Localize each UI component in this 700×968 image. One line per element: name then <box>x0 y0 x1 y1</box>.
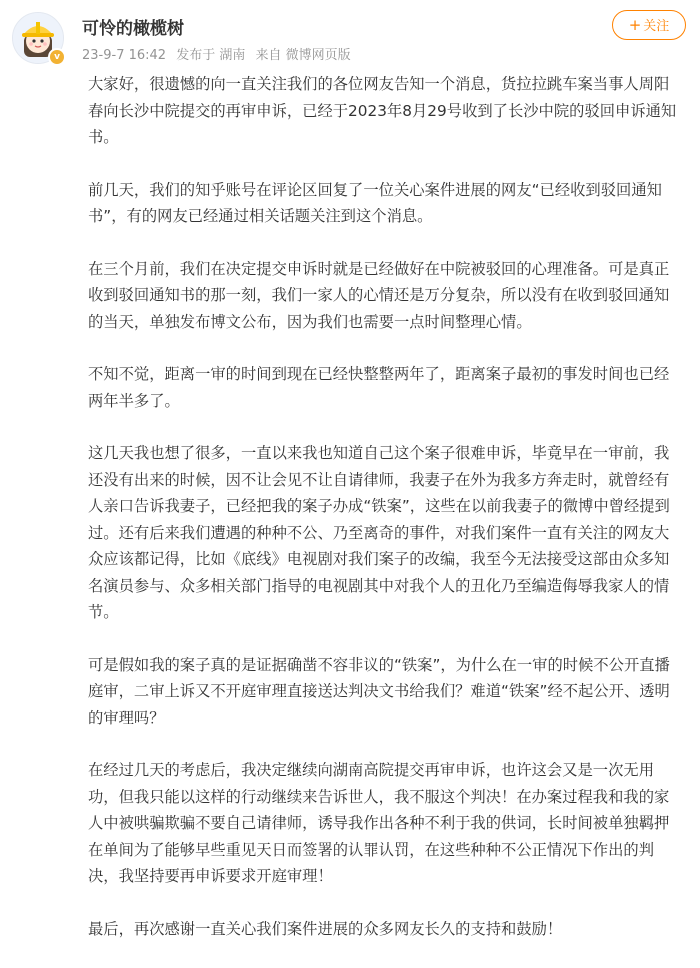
follow-button-label: 关注 <box>643 19 670 34</box>
post-paragraph: 前几天，我们的知乎账号在评论区回复了一位关心案件进展的网友“已经收到驳回通知书”，有的网友已经通过相关话题关注到这个消息。 <box>88 180 662 225</box>
post-header <box>0 0 700 80</box>
plus-icon: + <box>628 16 642 34</box>
post-paragraph: 不知不觉，距离一审的时间到现在已经快整整两年了，距离案子最初的事发时间也已经两年半多了。 <box>88 365 670 410</box>
post-paragraph: 可是假如我的案子真的是证据确凿不容非议的“铁案”，为什么在一审的时候不公开直播庭审，二审上诉又不开庭审理直接送达判决文书给我们？难道“铁案”经不起公开、透明的审理吗？ <box>88 655 670 727</box>
post-paragraph: 最后，再次感谢一直关心我们案件进展的众多网友长久的支持和鼓励！ <box>88 919 563 938</box>
post-paragraph: 在经过几天的考虑后，我决定继续向湖南高院提交再审申诉，也许这会又是一次无用功，但我只能以这样的行动继续来告诉世人，我不服这个判决！在办案过程我和我的家人中被哄骗欺骗不要自己请律师，诱导我作出各种不利于我的供词，长时间被单独羁押在单间为了能够早些重见天日而签署的认罪认罚，在这些种种不公正情况下作出的判决，我坚持要再申诉要求开庭审理！ <box>88 761 670 885</box>
post-source: 来自 微博网页版 <box>255 48 351 63</box>
post-date[interactable]: 23-9-7 16:42 <box>82 48 167 63</box>
post-meta <box>82 44 357 63</box>
post-body <box>88 71 684 968</box>
post-paragraph: 这几天我也想了很多，一直以来我也知道自己这个案子很难申诉，毕竟早在一审前，我还没有出来的时候，因不让会见不让自请律师，我妻子在外为我多方奔走时，就曾经有人亲口告诉我妻子，已经把我的案子办成“铁案”，这些在以前我妻子的微博中曾经提到过。还有后来我们遭遇的种种不公、乃至离奇的事件，对我们案件一直有关注的网友大众应该都记得，比如《底线》电视剧对我们案子的改编，我至今无法接受这部由众多知名演员参与、众多相关部门指导的电视剧其中对我个人的丑化乃至编造侮辱我家人的情节。 <box>88 444 670 621</box>
username[interactable]: 可怜的橄榄树 <box>82 19 184 39</box>
follow-button[interactable] <box>612 10 686 40</box>
post-paragraph: 在三个月前，我们在决定提交申诉时就是已经做好在中院被驳回的心理准备。可是真正收到驳回通知书的那一刻，我们一家人的心情还是万分复杂，所以没有在收到驳回通知的当天，单独发布博文公布，因为我们也需要一点时间整理心情。 <box>88 259 670 331</box>
post-location: 发布于 湖南 <box>176 48 246 63</box>
verified-badge-icon: v <box>48 48 66 66</box>
post-paragraph: 大家好，很遗憾的向一直关注我们的各位网友告知一个消息，货拉拉跳车案当事人周阳春向长沙中院提交的再审申诉，已经于2023年8月29号收到了长沙中院的驳回申诉通知书。 <box>88 75 677 146</box>
